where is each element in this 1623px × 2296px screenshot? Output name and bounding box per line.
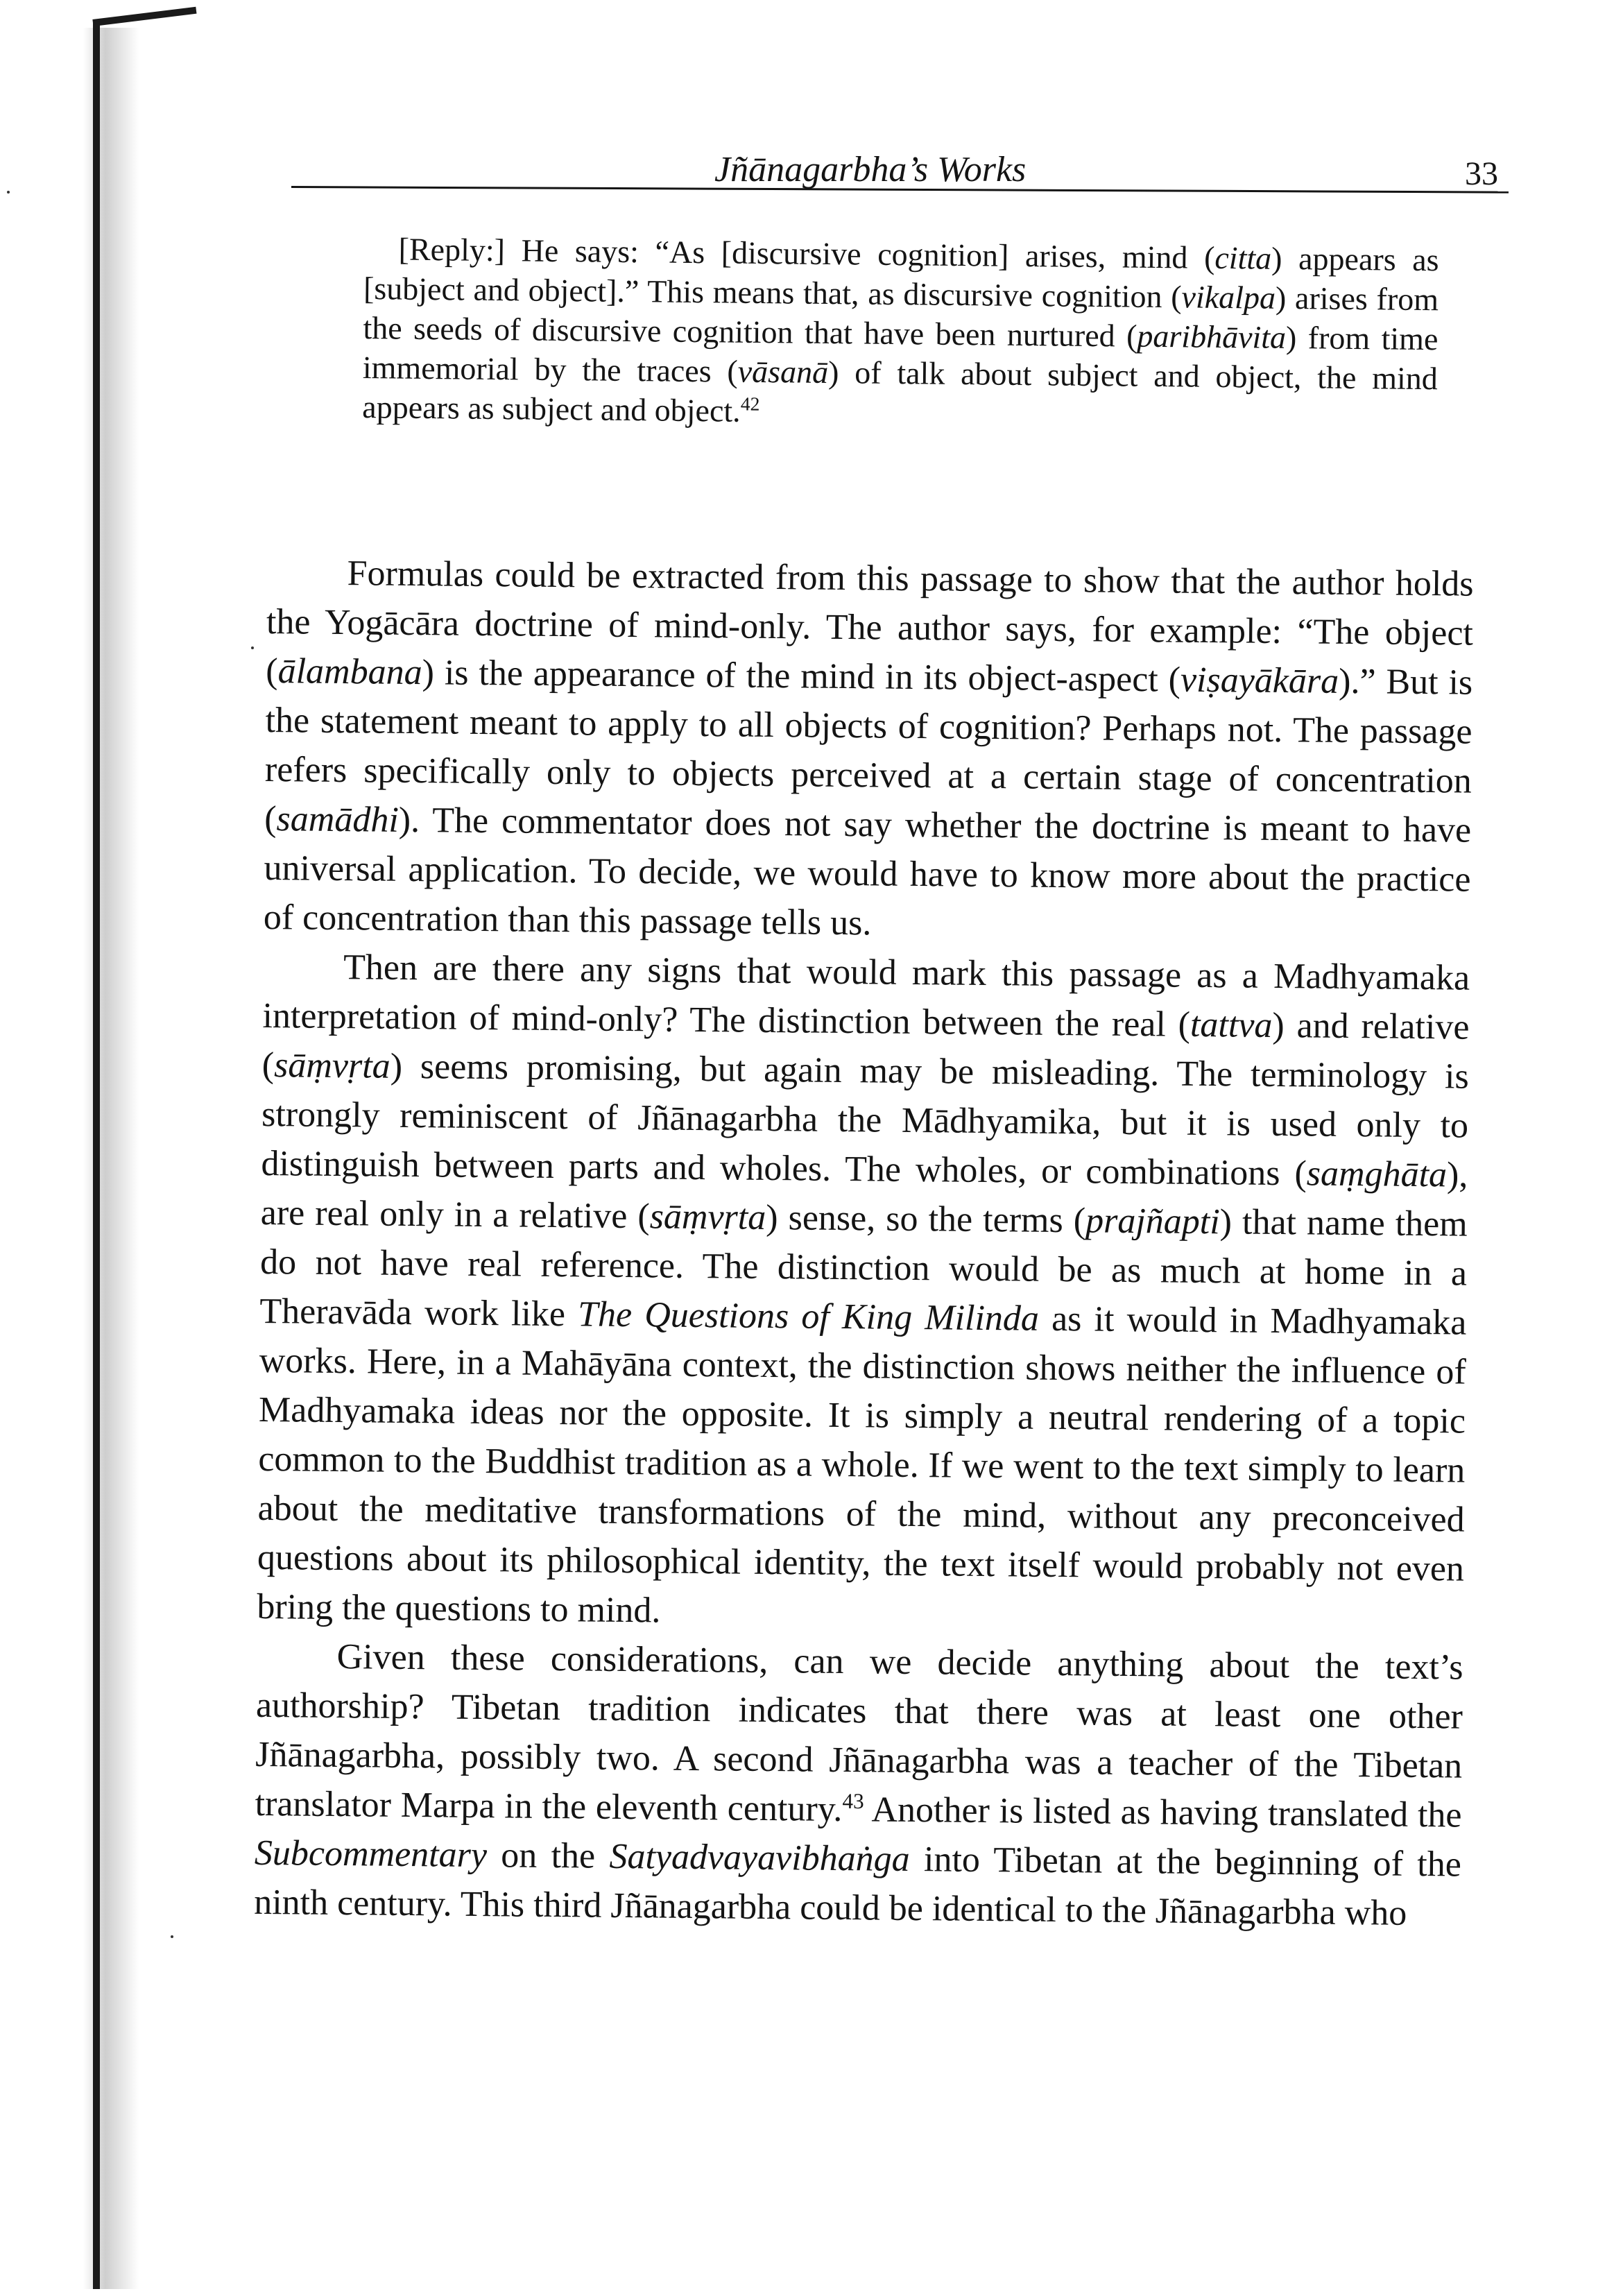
term-samvrta: sāṃvṛta bbox=[649, 1197, 766, 1237]
paragraph-text: ) seems promising, but again may be misleading. The terminology is strongly reminiscent of Jñānagarbha the Mādhyamika, but it is used only to distinguish between parts and wholes. The wholes, or combinations ( bbox=[261, 1046, 1470, 1194]
binding-corner bbox=[93, 21, 100, 62]
book-title-subcommentary: Subcommentary bbox=[254, 1833, 488, 1876]
paragraph-text: ), are real only in a relative ( bbox=[260, 1155, 1468, 1237]
footnote-ref-43: 43 bbox=[842, 1788, 864, 1814]
paragraph-text: ) is the appearance of the mind in its object-aspect ( bbox=[422, 653, 1181, 700]
paragraph-text: Formulas could be extracted from this passage to show that the author holds the Yogācāra doctrine of mind-only. The author says, for example: “The object ( bbox=[266, 554, 1474, 692]
paragraph-1 bbox=[264, 548, 1474, 954]
binding-shadow bbox=[83, 28, 139, 2289]
paragraph-text: Given these considerations, can we decide anything about the text’s authorship? Tibetan tradition indicates that there was at least one other Jñānagarbha, possibly two. A second Jñānagarbha was a teacher of the Tibetan translator Marpa in the eleventh century. bbox=[255, 1637, 1463, 1830]
page-number: 33 bbox=[1465, 155, 1498, 192]
paragraph-text: ) and relative ( bbox=[261, 1005, 1470, 1086]
paragraph-text: into Tibetan at the beginning of the ninth century. This third Jñānagarbha could be identical to the Jñānagarbha who bbox=[253, 1839, 1462, 1933]
quote-text: ) from time immemorial by the traces ( bbox=[362, 319, 1439, 389]
scan-speck bbox=[7, 191, 10, 194]
running-title: Jñānagarbha’s Works bbox=[714, 150, 1027, 189]
paragraph-text: Another is listed as having translated the bbox=[864, 1790, 1462, 1835]
term-vasana: vāsanā bbox=[737, 353, 829, 391]
quote-text: ) appears as [subject and object].” This means that, as discursive cognition ( bbox=[363, 240, 1439, 315]
paragraph-text: on the bbox=[486, 1835, 610, 1876]
term-samadhi: samādhi bbox=[276, 799, 400, 840]
term-vikalpa: vikalpa bbox=[1181, 279, 1276, 316]
running-head bbox=[291, 146, 1498, 201]
quote-text: ) of talk about subject and object, the mind appears as subject and object. bbox=[362, 354, 1439, 429]
binding-corner-top bbox=[92, 7, 196, 26]
paragraph-2 bbox=[257, 942, 1470, 1643]
book-title-milinda: The Questions of King Milinda bbox=[577, 1294, 1040, 1339]
term-alambana: ālambana bbox=[277, 651, 422, 693]
paragraph-text: ).” But is the statement meant to apply to all objects of cognition? Perhaps not. The passage refers specifically only to objects perceived at a certain stage of concentration ( bbox=[264, 661, 1473, 839]
paragraph-text: ). The commentator does not say whether the doctrine is meant to have universal application. To decide, we would have to know more about the practice of concentration than this passage tells us. bbox=[263, 800, 1472, 943]
quote-text: ) arises from the seeds of discursive cognition that have been nurtured ( bbox=[363, 280, 1439, 354]
footnote-ref-42: 42 bbox=[740, 393, 760, 415]
term-samvrta: sāṃvṛta bbox=[273, 1045, 390, 1086]
term-tattva: tattva bbox=[1190, 1004, 1273, 1045]
paragraph-3 bbox=[254, 1631, 1463, 1939]
quote-text: [Reply:] He says: “As [discursive cognition] arises, mind ( bbox=[398, 231, 1215, 275]
paragraph-text: ) sense, so the terms ( bbox=[766, 1197, 1086, 1241]
term-prajnapti: prajñapti bbox=[1085, 1201, 1220, 1242]
term-paribhavita: paribhāvita bbox=[1137, 318, 1287, 355]
body-text bbox=[254, 548, 1474, 1939]
book-title-satyadvayavibhanga: Satyadvayavibhaṅga bbox=[609, 1836, 910, 1879]
term-citta: citta bbox=[1214, 239, 1272, 276]
paragraph-text: ) that name them do not have real reference. The distinction would be as much at home in a Theravāda work like bbox=[259, 1202, 1468, 1335]
term-samghata: saṃghāta bbox=[1306, 1154, 1448, 1195]
paragraph-text: as it would in Madhyamaka works. Here, in a Mahāyāna context, the distinction shows neither the influence of Madhyamaka ideas nor the opposite. It is simply a neutral rendering of a topic common to the Buddhist tradition as a whole. If we went to the text simply to learn about the meditative transformations of the mind, without any preconceived questions about its philosophical identity, the text itself would probably not even bring the questions to mind. bbox=[257, 1299, 1467, 1631]
binding-edge bbox=[93, 42, 100, 2289]
term-visayakara: viṣayākāra bbox=[1180, 660, 1339, 701]
scan-speck bbox=[251, 646, 254, 649]
block-quote bbox=[362, 229, 1439, 438]
scan-speck bbox=[171, 1935, 173, 1938]
paragraph-text: Then are there any signs that would mark this passage as a Madhyamaka interpretation of mind-only? The distinction between the real ( bbox=[262, 948, 1470, 1045]
